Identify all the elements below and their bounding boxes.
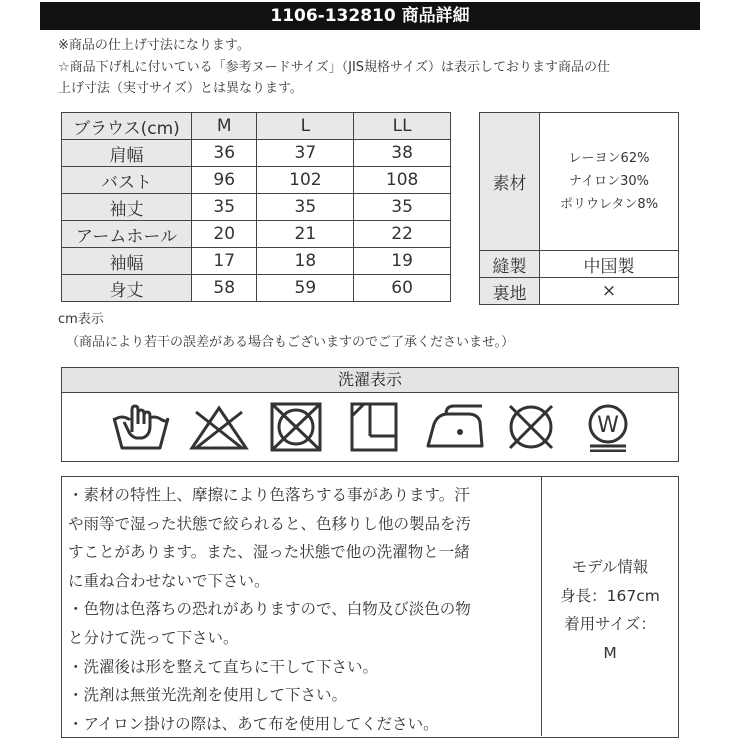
material-table bbox=[479, 112, 679, 305]
washing-title: 洗濯表示 bbox=[61, 367, 679, 393]
sewing-value: 中国製 bbox=[540, 251, 679, 278]
iron-low-icon bbox=[424, 402, 488, 452]
lining-row bbox=[480, 278, 679, 305]
table-row bbox=[62, 248, 451, 275]
size-header-item: ブラウス(cm) bbox=[62, 113, 192, 140]
table-row bbox=[62, 221, 451, 248]
size-header-ll: LL bbox=[354, 113, 451, 140]
care-note-line: に重ね合わせないで下さい。 bbox=[68, 571, 270, 590]
note-line-1: ※商品の仕上げ寸法になります。 bbox=[58, 38, 250, 53]
material-value: ポリウレタン8% bbox=[559, 197, 659, 212]
row-label: 肩幅 bbox=[62, 140, 192, 167]
wet-clean-letter: W bbox=[597, 413, 619, 438]
cell-value: 60 bbox=[354, 275, 451, 302]
washing-icons bbox=[61, 392, 679, 462]
material-value: レーヨン62% bbox=[568, 151, 650, 166]
care-notes bbox=[68, 481, 536, 738]
cell-value: 108 bbox=[354, 167, 451, 194]
care-note-line: と分けて洗って下さい。 bbox=[68, 628, 239, 647]
cell-value: 19 bbox=[354, 248, 451, 275]
no-bleach-icon bbox=[188, 402, 250, 452]
material-value: ナイロン30% bbox=[569, 174, 649, 189]
row-label: 袖丈 bbox=[62, 194, 192, 221]
cell-value: 35 bbox=[192, 194, 257, 221]
table-row bbox=[62, 167, 451, 194]
model-info bbox=[542, 553, 678, 667]
lining-value: × bbox=[540, 278, 679, 305]
table-row bbox=[62, 275, 451, 302]
care-note-line: ・洗濯後は形を整えて直ちに干して下さい。 bbox=[68, 657, 379, 676]
row-label: アームホール bbox=[62, 221, 192, 248]
sewing-label: 縫製 bbox=[480, 251, 540, 278]
cell-value: 35 bbox=[354, 194, 451, 221]
note-line-3: 上げ寸法（実寸サイズ）とは異なります。 bbox=[58, 81, 303, 96]
care-note-line: ・素材の特性上、摩擦により色落ちする事があります。汗 bbox=[68, 486, 470, 504]
row-label: 袖幅 bbox=[62, 248, 192, 275]
cell-value: 38 bbox=[354, 140, 451, 167]
material-row bbox=[480, 113, 679, 251]
cell-value: 18 bbox=[257, 248, 354, 275]
care-note-line: ・色物は色落ちの恐れがありますので、白物及び淡色の物 bbox=[68, 600, 471, 619]
cell-value: 20 bbox=[192, 221, 257, 248]
sewing-row bbox=[480, 251, 679, 278]
size-table-header bbox=[62, 113, 451, 140]
no-tumble-dry-icon bbox=[268, 402, 324, 452]
cell-value: 35 bbox=[257, 194, 354, 221]
lining-label: 裏地 bbox=[480, 278, 540, 305]
size-table bbox=[61, 112, 451, 302]
care-note-line: ・洗剤は無蛍光洗剤を使用して下さい。 bbox=[68, 686, 348, 705]
model-height: 身長：167cm bbox=[560, 586, 660, 605]
error-note: （商品により若干の誤差がある場合もございますのでご了承くださいませ。） bbox=[66, 335, 515, 350]
care-note-line: ・アイロン掛けの際は、あて布を使用してください。 bbox=[68, 714, 439, 733]
unit-note: cm表示 bbox=[58, 312, 104, 327]
size-header-l: L bbox=[257, 113, 354, 140]
cell-value: 102 bbox=[257, 167, 354, 194]
cell-value: 58 bbox=[192, 275, 257, 302]
row-label: 身丈 bbox=[62, 275, 192, 302]
size-header-m: M bbox=[192, 113, 257, 140]
model-info-column bbox=[541, 477, 678, 736]
hand-wash-icon bbox=[110, 402, 172, 452]
material-label: 素材 bbox=[480, 113, 540, 251]
cell-value: 36 bbox=[192, 140, 257, 167]
care-box bbox=[61, 476, 679, 738]
cell-value: 21 bbox=[257, 221, 354, 248]
table-row bbox=[62, 140, 451, 167]
drip-dry-shade-icon bbox=[348, 402, 400, 452]
care-note-line: や雨等で湿った状態で絞られると、色移りし他の製品を汚 bbox=[68, 514, 472, 533]
care-note-line: すことがあります。また、湿った状態で他の洗濯物と一緒 bbox=[68, 543, 470, 562]
wet-clean-icon bbox=[580, 402, 636, 452]
material-values bbox=[540, 113, 679, 251]
cell-value: 96 bbox=[192, 167, 257, 194]
model-size-label: 着用サイズ： bbox=[564, 615, 656, 634]
model-info-title: モデル情報 bbox=[571, 558, 649, 576]
table-row bbox=[62, 194, 451, 221]
cell-value: 37 bbox=[257, 140, 354, 167]
no-dry-clean-icon bbox=[502, 402, 560, 452]
model-size-value: M bbox=[603, 643, 617, 662]
cell-value: 17 bbox=[192, 248, 257, 275]
cell-value: 59 bbox=[257, 275, 354, 302]
cell-value: 22 bbox=[354, 221, 451, 248]
page-title: 1106-132810 商品詳細 bbox=[40, 2, 700, 30]
row-label: バスト bbox=[62, 167, 192, 194]
note-line-2: ☆商品下げ札に付いている「参考ヌードサイズ」（JIS規格サイズ）は表示しております商品の仕 bbox=[58, 60, 610, 75]
